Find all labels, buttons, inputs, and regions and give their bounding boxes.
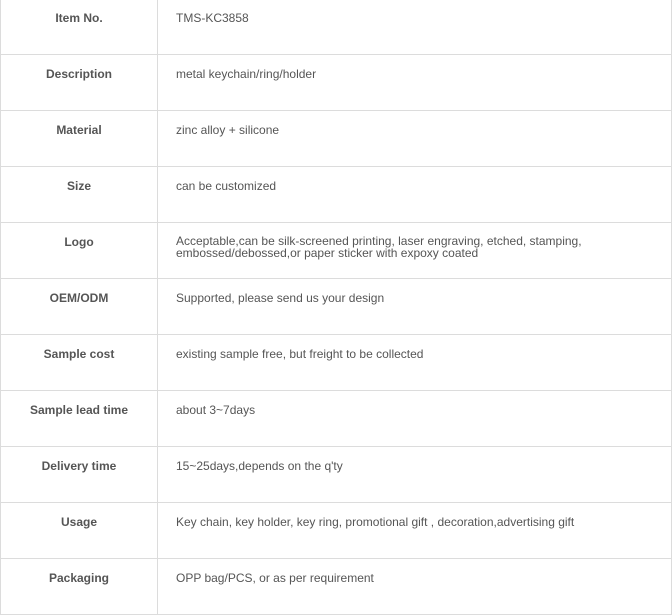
spec-label-cell — [1, 0, 158, 55]
spec-label-cell — [1, 279, 158, 335]
spec-label-usage: Usage — [60, 515, 98, 529]
spec-value-cell — [158, 559, 672, 615]
spec-value-logo: Acceptable,can be silk-screened printing, laser engraving, etched, stamping, embossed/debossed,or paper sticker with expoxy coated — [176, 234, 582, 260]
spec-value-cell — [158, 223, 672, 279]
spec-value-oem-odm: Supported, please send us your design — [176, 291, 385, 305]
spec-label-cell — [1, 391, 158, 447]
spec-label-cell — [1, 503, 158, 559]
table-row — [1, 279, 672, 335]
spec-label-material: Material — [56, 123, 102, 137]
spec-value-cell — [158, 503, 672, 559]
spec-label-item-no: Item No. — [55, 11, 103, 25]
spec-value-sample-cost: existing sample free, but freight to be collected — [176, 347, 424, 361]
table-row — [1, 111, 672, 167]
spec-label-cell — [1, 335, 158, 391]
spec-value-packaging: OPP bag/PCS, or as per requirement — [176, 571, 374, 585]
spec-label-cell — [1, 223, 158, 279]
spec-value-size: can be customized — [176, 179, 277, 193]
spec-value-cell — [158, 279, 672, 335]
spec-value-cell — [158, 391, 672, 447]
table-row — [1, 223, 672, 279]
spec-label-cell — [1, 167, 158, 223]
spec-value-cell — [158, 111, 672, 167]
spec-value-cell — [158, 167, 672, 223]
spec-label-sample-cost: Sample cost — [43, 347, 115, 361]
spec-value-description: metal keychain/ring/holder — [176, 67, 317, 81]
spec-value-cell — [158, 55, 672, 111]
spec-label-logo: Logo — [64, 235, 94, 249]
spec-label-description: Description — [45, 67, 112, 81]
spec-value-usage: Key chain, key holder, key ring, promotional gift , decoration,advertising gift — [176, 515, 575, 529]
spec-label-packaging: Packaging — [48, 571, 110, 585]
spec-label-cell — [1, 559, 158, 615]
table-row — [1, 0, 672, 55]
spec-label-cell — [1, 55, 158, 111]
spec-label-size: Size — [66, 179, 91, 193]
spec-label-cell — [1, 447, 158, 503]
table-row — [1, 503, 672, 559]
spec-value-material: zinc alloy + silicone — [176, 123, 280, 137]
table-row — [1, 167, 672, 223]
spec-value-cell — [158, 335, 672, 391]
spec-label-oem-odm: OEM/ODM — [49, 291, 109, 305]
table-row — [1, 391, 672, 447]
table-row — [1, 559, 672, 615]
spec-label-sample-lead-time: Sample lead time — [29, 403, 129, 417]
spec-value-cell — [158, 447, 672, 503]
spec-value-delivery-time: 15~25days,depends on the q'ty — [176, 459, 343, 473]
table-row — [1, 55, 672, 111]
spec-value-sample-lead-time: about 3~7days — [176, 403, 256, 417]
spec-label-delivery-time: Delivery time — [41, 459, 117, 473]
spec-value-item-no: TMS-KC3858 — [176, 11, 249, 25]
table-row — [1, 447, 672, 503]
table-row — [1, 335, 672, 391]
spec-label-cell — [1, 111, 158, 167]
spec-value-cell — [158, 0, 672, 55]
